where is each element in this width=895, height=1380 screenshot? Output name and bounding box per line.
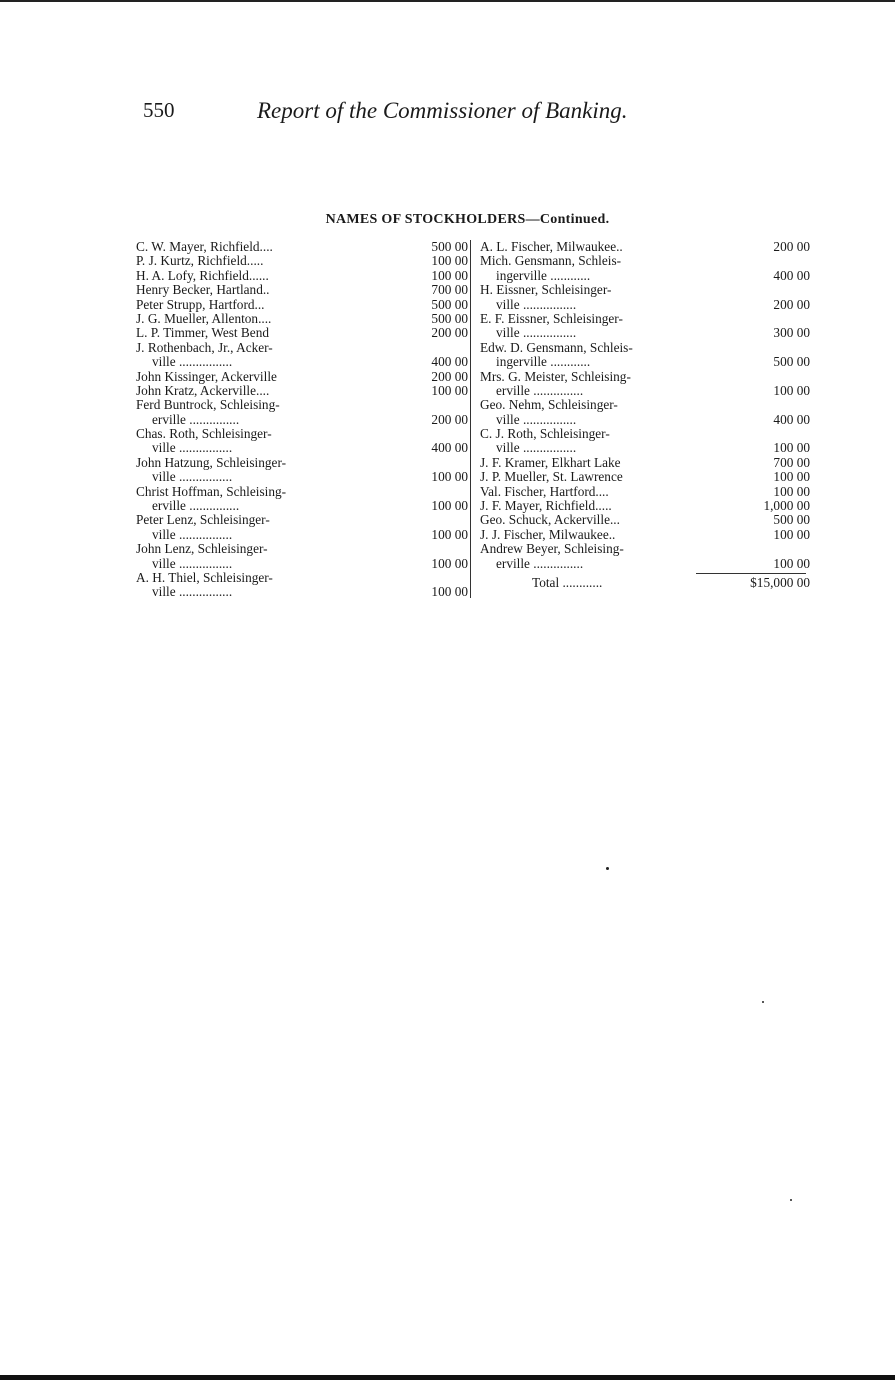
stockholder-name: Val. Fischer, Hartford.... (480, 483, 609, 499)
stockholder-entry (480, 499, 810, 513)
page-bottom-edge (0, 1375, 895, 1380)
stockholder-name: Christ Hoffman, Schleising- (136, 483, 287, 499)
stockholder-entry (136, 269, 468, 283)
stockholder-name: Peter Strupp, Hartford... (136, 296, 265, 312)
stockholder-name: ville ................ (152, 584, 233, 600)
stockholder-entry (480, 398, 810, 427)
stockholder-entry (480, 254, 810, 283)
total-rule (696, 573, 806, 574)
running-title: Report of the Commissioner of Banking. (257, 98, 628, 123)
page-top-edge (0, 0, 895, 2)
stockholder-entry (136, 370, 468, 384)
stockholder-entry (136, 427, 468, 456)
stockholder-name: ville ................ (496, 411, 577, 427)
share-amount: 700 00 (431, 282, 468, 298)
stockholder-entry (136, 542, 468, 571)
stockholder-entry (136, 571, 468, 600)
stockholder-entry (480, 283, 810, 312)
print-speck (790, 1199, 792, 1201)
share-amount: 100 00 (773, 440, 810, 456)
stockholder-name: John Hatzung, Schleisinger- (136, 454, 287, 470)
column-divider (470, 240, 471, 598)
stockholder-name: ingerville ............ (496, 267, 591, 283)
share-amount: 700 00 (773, 454, 810, 470)
stockholder-entry (480, 312, 810, 341)
share-amount: 100 00 (431, 584, 468, 600)
share-amount: 100 00 (431, 469, 468, 485)
stockholder-name: J. G. Mueller, Allenton.... (136, 310, 272, 326)
stockholder-entry (136, 456, 468, 485)
share-amount: 400 00 (431, 354, 468, 370)
stockholder-entry (480, 485, 810, 499)
stockholder-name: Andrew Beyer, Schleising- (480, 541, 624, 557)
stockholder-entry (136, 254, 468, 268)
section-title: NAMES OF STOCKHOLDERS—Continued. (325, 212, 610, 227)
stockholder-name: ville ................ (496, 296, 577, 312)
share-amount: 100 00 (431, 253, 468, 269)
share-amount: 100 00 (773, 526, 810, 542)
stockholder-name: Ferd Buntrock, Schleising- (136, 397, 280, 413)
stockholder-name: ingerville ............ (496, 354, 591, 370)
stockholder-name: Geo. Nehm, Schleisinger- (480, 397, 618, 413)
share-amount: 500 00 (431, 310, 468, 326)
total-row (480, 576, 810, 590)
share-amount: 100 00 (773, 555, 810, 571)
stockholder-entry (136, 341, 468, 370)
stockholder-entry (136, 283, 468, 297)
share-amount: 100 00 (431, 498, 468, 514)
stockholder-name: J. J. Fischer, Milwaukee.. (480, 526, 616, 542)
stockholder-entry (136, 398, 468, 427)
page-header (143, 98, 688, 130)
stockholder-name: A. H. Thiel, Schleisinger- (136, 569, 273, 585)
stockholder-entry (480, 427, 810, 456)
share-amount: 200 00 (431, 325, 468, 341)
stockholder-name: L. P. Timmer, West Bend (136, 325, 269, 341)
share-amount: 100 00 (431, 555, 468, 571)
share-amount: 100 00 (431, 267, 468, 283)
stockholder-entry (480, 470, 810, 484)
stockholder-entry (136, 485, 468, 514)
stockholder-entry (480, 542, 810, 571)
stockholder-name: John Kratz, Ackerville.... (136, 382, 270, 398)
stockholder-entry (480, 513, 810, 527)
print-speck (762, 1001, 764, 1003)
stockholder-name: J. F. Mayer, Richfield..... (480, 498, 612, 514)
share-amount: 200 00 (773, 296, 810, 312)
share-amount: 400 00 (773, 411, 810, 427)
stockholder-name: J. F. Kramer, Elkhart Lake (480, 454, 621, 470)
share-amount: 300 00 (773, 325, 810, 341)
stockholder-entry (480, 528, 810, 542)
stockholder-entry (480, 240, 810, 254)
stockholder-name: Mich. Gensmann, Schleis- (480, 253, 622, 269)
share-amount: 100 00 (773, 382, 810, 398)
stockholder-entry (480, 370, 810, 399)
stockholder-entry (136, 384, 468, 398)
stockholder-entry (480, 341, 810, 370)
stockholder-name: Mrs. G. Meister, Schleising- (480, 368, 631, 384)
stockholder-entry (136, 298, 468, 312)
share-amount: 200 00 (431, 411, 468, 427)
stockholder-name: H. A. Lofy, Richfield...... (136, 267, 269, 283)
stockholder-name: ville ................ (152, 440, 233, 456)
stockholder-name: Geo. Schuck, Ackerville... (480, 512, 620, 528)
share-amount: 200 00 (431, 368, 468, 384)
stockholders-right-column (480, 240, 810, 590)
stockholder-name: Chas. Roth, Schleisinger- (136, 426, 272, 442)
stockholder-name: ville ................ (496, 440, 577, 456)
print-speck (606, 867, 609, 870)
stockholder-name: Edw. D. Gensmann, Schleis- (480, 339, 633, 355)
stockholder-entry (136, 513, 468, 542)
share-amount: 500 00 (431, 296, 468, 312)
stockholder-name: C. J. Roth, Schleisinger- (480, 426, 610, 442)
stockholder-entry (136, 326, 468, 340)
stockholder-name: ville ................ (152, 469, 233, 485)
stockholder-name: E. F. Eissner, Schleisinger- (480, 310, 623, 326)
stockholder-entry (480, 456, 810, 470)
share-amount: 500 00 (431, 239, 468, 254)
stockholder-name: Peter Lenz, Schleisinger- (136, 512, 270, 528)
stockholder-name: erville ............... (496, 555, 584, 571)
page-number: 550 (143, 98, 175, 122)
stockholder-name: erville ............... (152, 498, 240, 514)
share-amount: 200 00 (773, 239, 810, 254)
share-amount: 100 00 (431, 526, 468, 542)
share-amount: 400 00 (773, 267, 810, 283)
stockholder-entry (136, 240, 468, 254)
stockholder-name: ville ................ (152, 555, 233, 571)
share-amount: 100 00 (773, 469, 810, 485)
stockholder-name: P. J. Kurtz, Richfield..... (136, 253, 264, 269)
total-amount: $15,000 00 (750, 574, 810, 590)
stockholder-entry (136, 312, 468, 326)
stockholder-name: H. Eissner, Schleisinger- (480, 282, 612, 298)
share-amount: 100 00 (773, 483, 810, 499)
share-amount: 100 00 (431, 382, 468, 398)
stockholder-name: ville ................ (152, 526, 233, 542)
stockholder-name: John Lenz, Schleisinger- (136, 541, 268, 557)
stockholder-name: A. L. Fischer, Milwaukee.. (480, 239, 623, 254)
stockholder-name: John Kissinger, Ackerville (136, 368, 277, 384)
stockholder-name: J. P. Mueller, St. Lawrence (480, 469, 623, 485)
share-amount: 500 00 (773, 354, 810, 370)
stockholder-name: C. W. Mayer, Richfield.... (136, 239, 273, 254)
stockholder-name: J. Rothenbach, Jr., Acker- (136, 339, 273, 355)
stockholders-left-column (136, 240, 468, 600)
share-amount: 500 00 (773, 512, 810, 528)
stockholder-name: erville ............... (496, 382, 584, 398)
share-amount: 1,000 00 (763, 498, 810, 514)
stockholder-name: ville ................ (152, 354, 233, 370)
share-amount: 400 00 (431, 440, 468, 456)
stockholder-name: ville ................ (496, 325, 577, 341)
stockholder-name: Henry Becker, Hartland.. (136, 282, 270, 298)
stockholder-name: erville ............... (152, 411, 240, 427)
total-label: Total ............ (532, 574, 603, 590)
